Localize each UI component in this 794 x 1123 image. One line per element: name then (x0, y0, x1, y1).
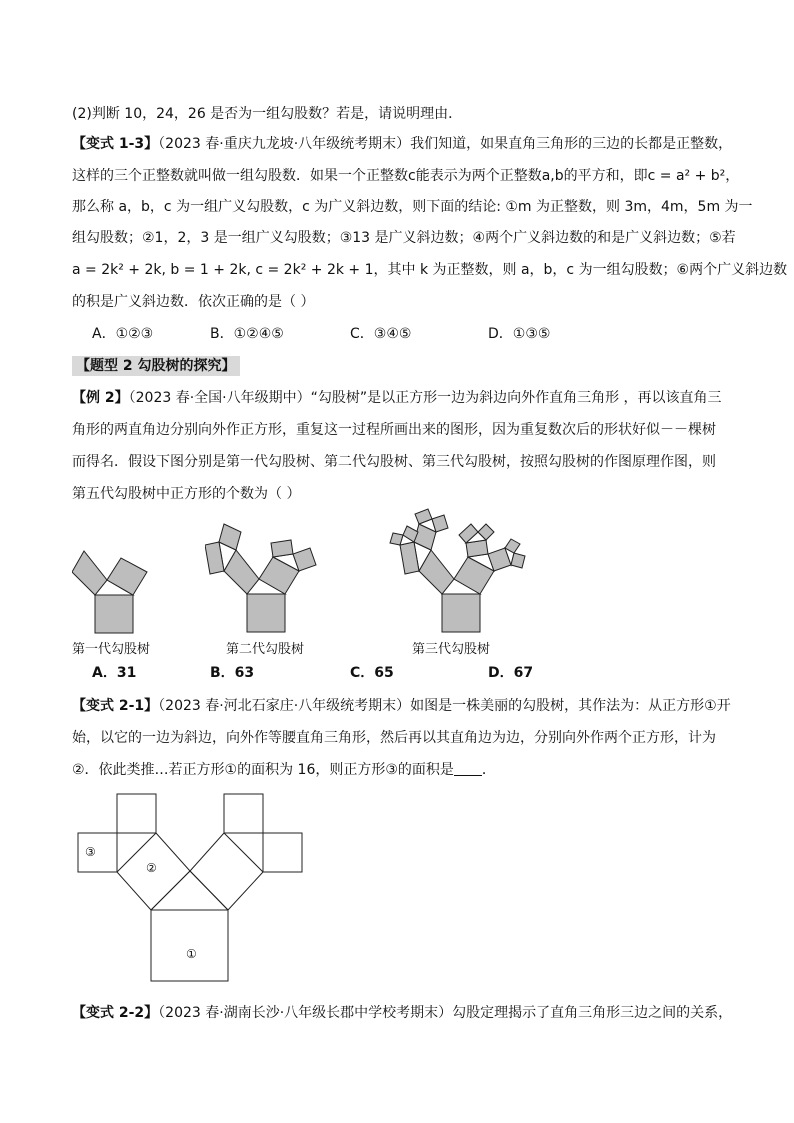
pythagoras-tree-gen1 (72, 525, 172, 635)
variant-2-1-line1 (72, 696, 731, 716)
variant-1-3-line1 (72, 134, 732, 154)
label-3: ③ (85, 845, 96, 859)
variant-2-2-text: （2023 春·湖南长沙·八年级长郡中学校考期末）勾股定理揭示了直角三角形三边之间的关系， (158, 1005, 733, 1021)
square-3 (78, 833, 117, 872)
variant-2-1-text: （2023 春·河北石家庄·八年级统考期末）如图是一株美丽的勾股树，其作法为：从正方形①开 (158, 698, 731, 714)
example-2-option-c[interactable]: C．65 (350, 665, 394, 681)
variant-2-1-line3 (72, 760, 496, 780)
variant-2-2-line1 (72, 1003, 732, 1023)
caption-gen1: 第一代勾股树 (72, 642, 151, 657)
variant-1-3-option-a[interactable]: A．①②③ (92, 326, 154, 342)
square-2-right (190, 833, 263, 910)
variant-2-1-tag: 【变式 2-1】 (72, 698, 159, 714)
variant-1-3-tag: 【变式 1-3】 (72, 136, 159, 152)
example-2-line3: 而得名．假设下图分别是第一代勾股树、第二代勾股树、第三代勾股树，按照勾股树的作图原理作图，则 (72, 454, 716, 470)
top-triangle (151, 871, 228, 910)
example-2-option-d[interactable]: D．67 (488, 665, 534, 681)
variant-1-3-line4: 组勾股数；②1，2，3 是一组广义勾股数；③13 是广义斜边数；④两个广义斜边数的和是广义斜边数；⑤若 (72, 230, 736, 246)
example-2-line4: 第五代勾股树中正方形的个数为（ ） (72, 486, 301, 502)
variant-1-3-source: （2023 春·重庆九龙坡·八年级统考期末） (158, 136, 411, 152)
variant-1-3-option-c[interactable]: C．③④⑤ (350, 326, 412, 342)
caption-gen3: 第三代勾股树 (412, 642, 491, 657)
example-2-tag: 【例 2】 (72, 390, 129, 406)
pythagoras-tree-gen3 (372, 508, 532, 636)
example-2-line1 (72, 388, 722, 408)
variant-2-1-line3-text: ②．依此类推…若正方形①的面积为 16，则正方形③的面积是 (72, 762, 454, 778)
right-outer-square (263, 833, 302, 872)
variant-1-3-option-d[interactable]: D．①③⑤ (488, 326, 551, 342)
square-1 (151, 910, 228, 981)
symmetric-pythagoras-tree (74, 792, 340, 984)
label-1: ① (186, 947, 197, 961)
variant-2-1-line3-end: ． (481, 762, 496, 778)
tree3-lll-square (390, 533, 403, 545)
variant-2-2-tag: 【变式 2-2】 (72, 1005, 159, 1021)
example-2-line2: 角形的两直角边分别向外作正方形，重复这一过程所画出来的图形，因为重复数次后的形状好似－－棵树 (72, 422, 716, 438)
variant-1-3-text: 我们知道，如果直角三角形的三边的长都是正整数， (410, 136, 733, 152)
label-2: ② (146, 861, 157, 875)
pythagoras-tree-gen2 (205, 520, 330, 635)
example-2-text: （2023 春·全国·八年级期中）“勾股树”是以正方形一边为斜边向外作直角三角形 ，再以该直角三 (128, 390, 722, 406)
tree1-base-square (95, 595, 133, 633)
answer-blank[interactable] (454, 761, 482, 776)
intro-question: (2)判断 10，24，26 是否为一组勾股数？若是，请说明理由． (72, 106, 463, 122)
example-2-option-a[interactable]: A．31 (92, 665, 137, 681)
variant-2-1-line2: 始，以它的一边为斜边，向外作等腰直角三角形，然后再以其直角边为边，分别向外作两个正方形，计为 (72, 730, 716, 746)
tree3-base-square (442, 594, 480, 632)
left-upper-square (117, 794, 156, 833)
variant-1-3-line6: 的积是广义斜边数．依次正确的是（ ） (72, 294, 315, 310)
variant-1-3-line5: a = 2k² + 2k, b = 1 + 2k, c = 2k² + 2k + 1，其中 k 为正整数，则 a，b，c 为一组勾股数；⑥两个广义斜边数 (72, 262, 788, 278)
section-heading: 【题型 2 勾股树的探究】 (72, 356, 240, 376)
tree2-right-left-square (271, 540, 293, 557)
example-2-option-b[interactable]: B．63 (210, 665, 255, 681)
right-upper-square (224, 794, 263, 833)
tree2-base-square (247, 594, 285, 632)
variant-1-3-option-b[interactable]: B．①②④⑤ (210, 326, 284, 342)
variant-1-3-line3: 那么称 a，b，c 为一组广义勾股数，c 为广义斜边数，则下面的结论: ①m 为正整数，则 3m，4m，5m 为一 (72, 199, 753, 215)
variant-1-3-line2: 这样的三个正整数就叫做一组勾股数．如果一个正整数c能表示为两个正整数a,b的平方和，即c = a² + b²， (72, 168, 740, 184)
caption-gen2: 第二代勾股树 (226, 642, 305, 657)
tree3-rrr-square (511, 553, 525, 568)
